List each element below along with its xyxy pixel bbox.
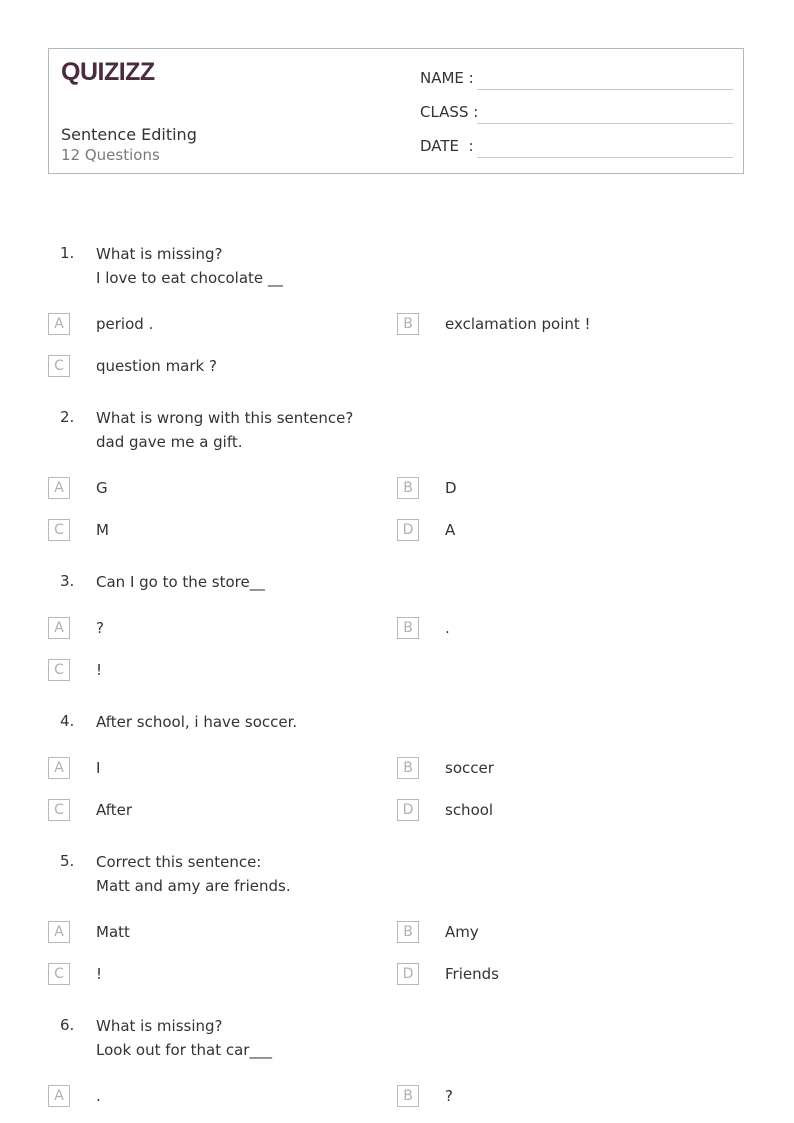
option-letter-box[interactable]: A (48, 1085, 70, 1107)
question-prompt: What is wrong with this sentence? (96, 409, 354, 427)
option-text[interactable]: . (96, 1087, 101, 1105)
worksheet-header (48, 48, 744, 174)
option-text[interactable]: school (445, 801, 494, 819)
option-letter-box[interactable]: C (48, 799, 70, 821)
question-prompt: Can I go to the store__ (96, 573, 265, 591)
option-letter-box[interactable]: A (48, 313, 70, 335)
option-letter-box[interactable]: C (48, 519, 70, 541)
question-prompt: Correct this sentence: (96, 853, 262, 871)
option-text[interactable]: ? (445, 1087, 453, 1105)
option-text[interactable]: period . (96, 315, 154, 333)
option-letter-box[interactable]: B (397, 477, 419, 499)
option-letter-box[interactable]: C (48, 963, 70, 985)
option-text[interactable]: M (96, 521, 109, 539)
question-sentence: I love to eat chocolate __ (96, 269, 283, 287)
option-letter-box[interactable]: B (397, 757, 419, 779)
option-letter-box[interactable]: D (397, 963, 419, 985)
option-text[interactable]: I (96, 759, 101, 777)
question-number: 5. (60, 852, 75, 870)
option-text[interactable]: ? (96, 619, 104, 637)
option-letter-box[interactable]: C (48, 659, 70, 681)
option-letter-box[interactable]: D (397, 519, 419, 541)
option-letter-box[interactable]: C (48, 355, 70, 377)
date-line (477, 157, 733, 158)
option-letter-box[interactable]: A (48, 757, 70, 779)
option-text[interactable]: Friends (445, 965, 499, 983)
option-text[interactable]: ! (96, 965, 103, 983)
quizizz-logo: QUIZIZZ (61, 58, 155, 86)
date-label: DATE : (420, 137, 474, 155)
option-text[interactable]: . (445, 619, 450, 637)
option-text[interactable]: G (96, 479, 108, 497)
option-letter-box[interactable]: A (48, 617, 70, 639)
question-count: 12 Questions (61, 146, 160, 164)
option-letter-box[interactable]: A (48, 477, 70, 499)
option-text[interactable]: question mark ? (96, 357, 217, 375)
name-line (477, 89, 733, 90)
option-letter-box[interactable]: B (397, 617, 419, 639)
question-prompt: After school, i have soccer. (96, 713, 298, 731)
option-text[interactable]: Matt (96, 923, 130, 941)
worksheet-title: Sentence Editing (61, 125, 197, 144)
class-line (477, 123, 733, 124)
question-number: 3. (60, 572, 75, 590)
option-text[interactable]: exclamation point ! (445, 315, 591, 333)
question-sentence: Matt and amy are friends. (96, 877, 291, 895)
question-prompt: What is missing? (96, 1017, 223, 1035)
option-text[interactable]: A (445, 521, 456, 539)
class-label: CLASS : (420, 103, 479, 121)
option-letter-box[interactable]: D (397, 799, 419, 821)
question-number: 4. (60, 712, 75, 730)
option-text[interactable]: After (96, 801, 133, 819)
option-text[interactable]: soccer (445, 759, 494, 777)
question-sentence: Look out for that car___ (96, 1041, 272, 1059)
option-text[interactable]: D (445, 479, 457, 497)
option-letter-box[interactable]: A (48, 921, 70, 943)
question-number: 2. (60, 408, 75, 426)
question-number: 6. (60, 1016, 75, 1034)
question-prompt: What is missing? (96, 245, 223, 263)
question-number: 1. (60, 244, 75, 262)
name-label: NAME : (420, 69, 474, 87)
option-letter-box[interactable]: B (397, 313, 419, 335)
question-sentence: dad gave me a gift. (96, 433, 243, 451)
option-text[interactable]: ! (96, 661, 103, 679)
option-letter-box[interactable]: B (397, 1085, 419, 1107)
option-letter-box[interactable]: B (397, 921, 419, 943)
option-text[interactable]: Amy (445, 923, 479, 941)
